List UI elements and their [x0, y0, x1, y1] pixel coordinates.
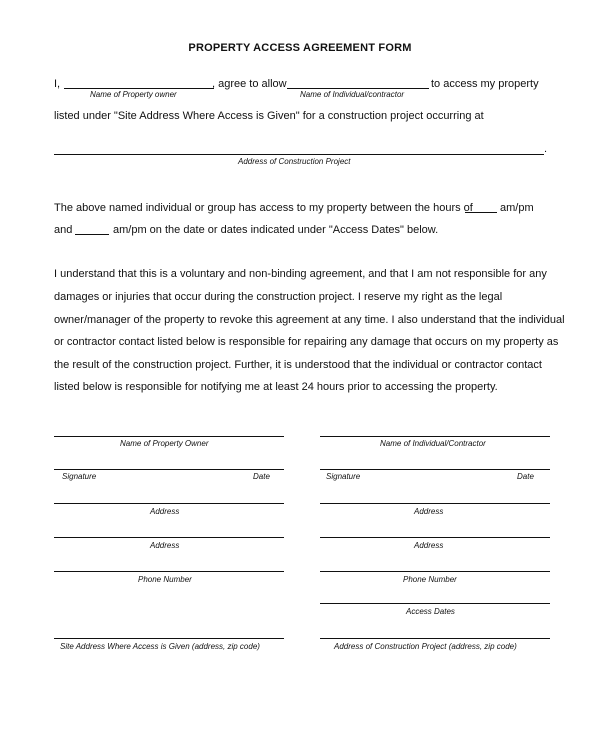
owner-phone-field[interactable] [54, 571, 284, 572]
address-period: . [544, 143, 548, 155]
intro-i: I, [54, 78, 61, 90]
individual-caption: Name of Individual/contractor [300, 90, 405, 99]
individual-address1-field[interactable] [320, 503, 550, 504]
owner-caption: Name of Property owner [90, 90, 177, 99]
paragraph-line: owner/manager of the property to revoke this agreement at any time. I also understand that the individual [54, 314, 565, 326]
individual-address1-caption: Address [414, 507, 444, 516]
owner-address2-caption: Address [150, 541, 180, 550]
intro-listed-under: listed under "Site Address Where Access is Given" for a construction project occurring at [54, 110, 484, 122]
owner-address1-caption: Address [150, 507, 180, 516]
site-address-field[interactable] [54, 638, 284, 639]
paragraph-line: I understand that this is a voluntary and non-binding agreement, and that I am not responsible for any [54, 268, 547, 280]
paragraph-line: damages or injuries that occur during the construction project. I reserve my right as the legal [54, 291, 503, 303]
owner-address2-field[interactable] [54, 537, 284, 538]
construction-address-line[interactable] [54, 154, 544, 155]
individual-phone-field[interactable] [320, 571, 550, 572]
individual-name-caption: Name of Individual/Contractor [380, 439, 486, 448]
property-owner-name-line[interactable] [64, 88, 214, 89]
owner-signature-field[interactable] [54, 469, 284, 470]
form-title: PROPERTY ACCESS AGREEMENT FORM [188, 42, 412, 54]
individual-name-line[interactable] [287, 88, 429, 89]
owner-address1-field[interactable] [54, 503, 284, 504]
individual-address2-field[interactable] [320, 537, 550, 538]
address-caption: Address of Construction Project [238, 157, 351, 166]
individual-name-field[interactable] [320, 436, 550, 437]
owner-phone-caption: Phone Number [138, 575, 192, 584]
project-address-caption: Address of Construction Project (address, zip code) [334, 642, 517, 651]
intro-to-access: to access my property [431, 78, 539, 90]
individual-signature-caption: Signature [326, 472, 361, 481]
access-dates-field[interactable] [320, 603, 550, 604]
individual-address2-caption: Address [414, 541, 444, 550]
paragraph-line: or contractor contact listed below is responsible for repairing any damage that occurs on my property as [54, 336, 559, 348]
end-hour-line[interactable] [75, 234, 109, 235]
individual-signature-field[interactable] [320, 469, 550, 470]
hours-line1: The above named individual or group has access to my property between the hours of [54, 202, 473, 214]
individual-phone-caption: Phone Number [403, 575, 457, 584]
owner-name-field[interactable] [54, 436, 284, 437]
intro-agree-to-allow: , agree to allow [212, 78, 287, 90]
access-dates-caption: Access Dates [406, 607, 455, 616]
hours-line2: am/pm on the date or dates indicated under "Access Dates" below. [113, 224, 439, 236]
site-address-caption: Site Address Where Access is Given (address, zip code) [60, 642, 260, 651]
paragraph-line: listed below is responsible for notifying me at least 24 hours prior to accessing the property. [54, 381, 498, 393]
hours-and: and [54, 224, 73, 236]
owner-date-caption: Date [253, 472, 270, 481]
start-hour-line[interactable] [465, 212, 497, 213]
individual-date-caption: Date [517, 472, 534, 481]
hours-ampm1: am/pm [500, 202, 534, 214]
project-address-field[interactable] [320, 638, 550, 639]
owner-signature-caption: Signature [62, 472, 97, 481]
owner-name-caption: Name of Property Owner [120, 439, 209, 448]
paragraph-line: the result of the construction project. Further, it is understood that the individual or contractor contact [54, 359, 542, 371]
